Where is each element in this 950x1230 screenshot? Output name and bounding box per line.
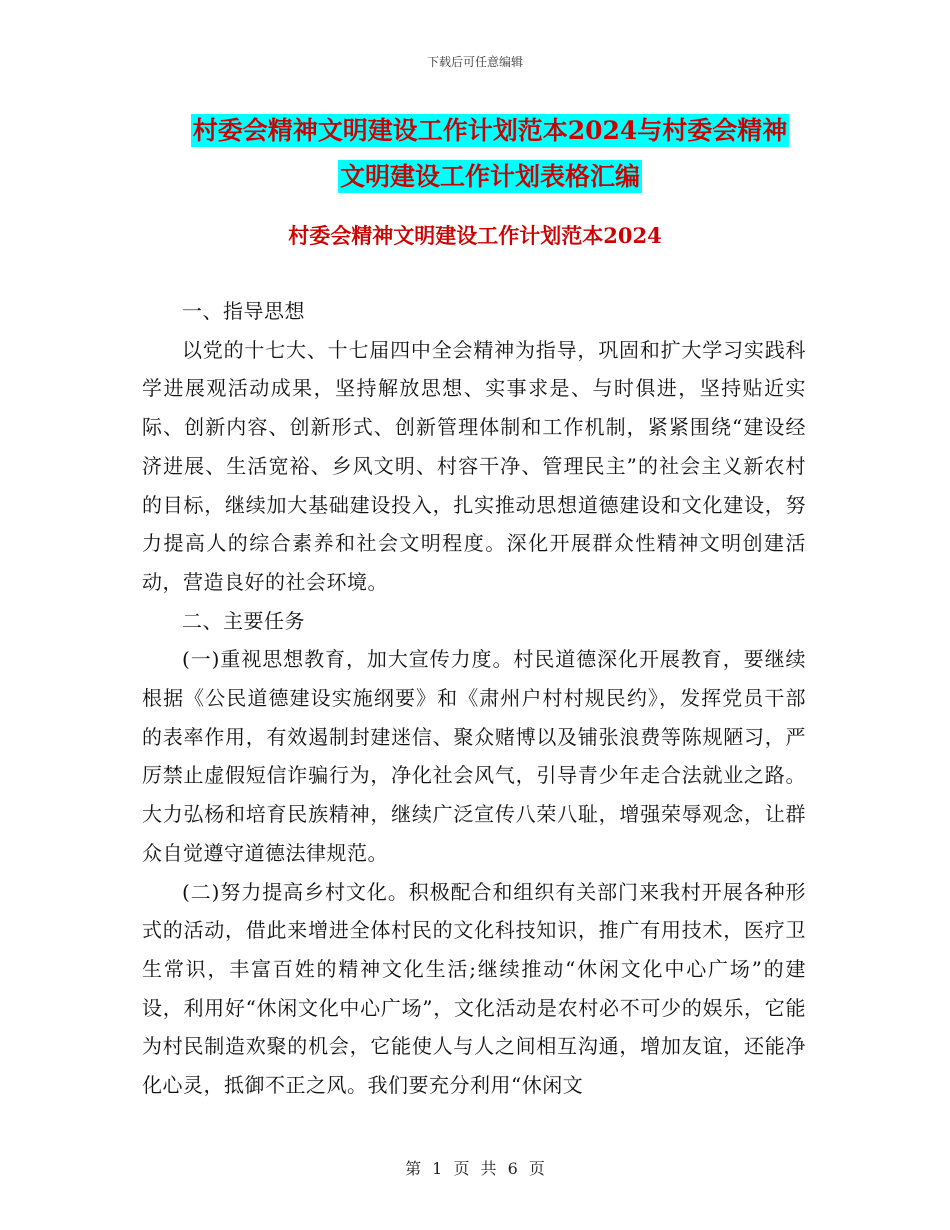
heading-main-tasks: 二、主要任务 <box>182 608 305 633</box>
paragraph-task-2: (二)努力提高乡村文化。积极配合和组织有关部门来我村开展各种形式的活动，借此来增进全体村民的文化科技知识，推广有用技术，医疗卫生常识，丰富百姓的精神文化生活;继续推动“休闲文化中心广场”的建设，利用好“休闲文化中心广场”，文化活动是农村必不可少的娱乐，它能为村民制造欢聚的机会，它能使人与人之间相互沟通，增加友谊，还能净化心灵，抵御不正之风。我们要充分利用“休闲文 <box>142 879 806 1098</box>
section-title: 村委会精神文明建设工作计划范本2024 <box>288 223 662 248</box>
paragraph-guiding-ideology: 以党的十七大、十七届四中全会精神为指导，巩固和扩大学习实践科学进展观活动成果，坚持解放思想、实事求是、与时俱进，坚持贴近实际、创新内容、创新形式、创新管理体制和工作机制，紧紧围绕“建设经济进展、生活宽裕、乡风文明、村容干净、管理民主”的社会主义新农村的目标，继续加大基础建设投入，扎实推动思想道德建设和文化建设，努力提高人的综合素养和社会文明程度。深化开展群众性精神文明创建活动，营造良好的社会环境。 <box>142 337 806 594</box>
page-footer: 第 1 页 共 6 页 <box>405 1159 545 1178</box>
document-title-line-1: 村委会精神文明建设工作计划范本2024与村委会精神 <box>192 116 788 145</box>
document-body <box>142 292 806 1105</box>
document-title <box>140 108 840 200</box>
heading-guiding-ideology: 一、指导思想 <box>182 299 305 323</box>
header-note: 下载后可任意编辑 <box>426 55 523 69</box>
document-title-line-2: 文明建设工作计划表格汇编 <box>339 162 640 191</box>
paragraph-task-1: (一)重视思想教育，加大宣传力度。村民道德深化开展教育，要继续根据《公民道德建设实施纲要》和《肃州户村村规民约》，发挥党员干部的表率作用，有效遏制封建迷信、聚众赌博以及铺张浪费等陈规陋习，严厉禁止虚假短信诈骗行为，净化社会风气，引导青少年走合法就业之路。大力弘杨和培育民族精神，继续广泛宣传八荣八耻，增强荣辱观念，让群众自觉遵守道德法律规范。 <box>142 647 806 865</box>
